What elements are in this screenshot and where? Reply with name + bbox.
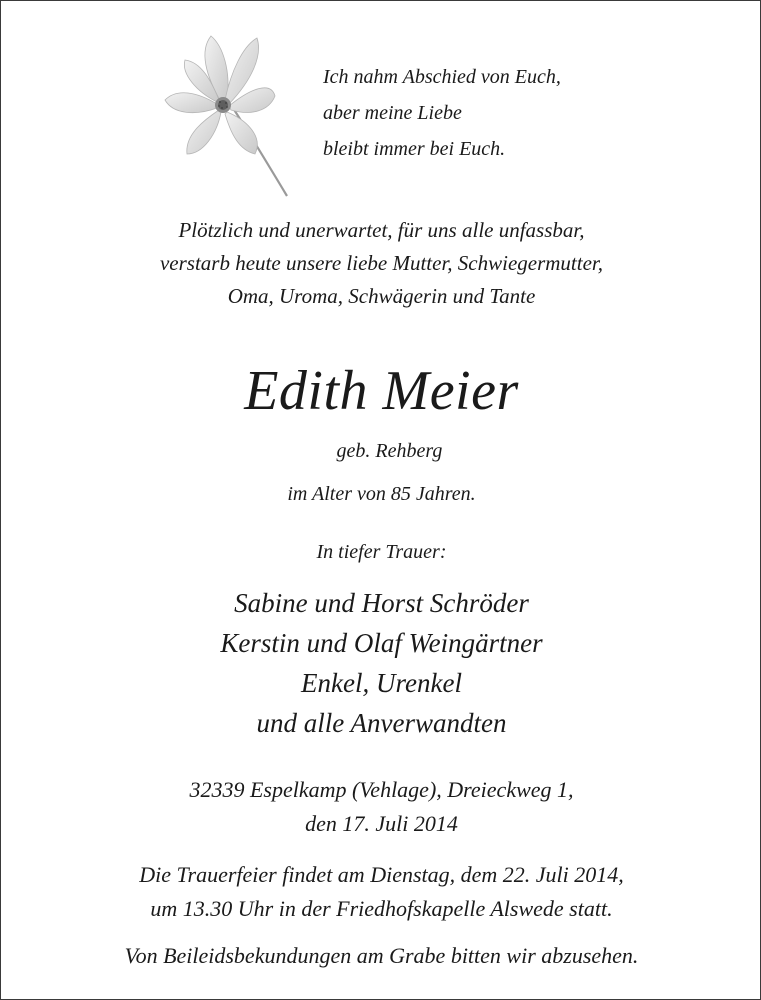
motto-verse — [323, 59, 653, 167]
mourners-list — [1, 583, 761, 743]
motto-line: aber meine Liebe — [323, 102, 462, 124]
funeral-ceremony-info — [1, 858, 761, 926]
address-and-date — [1, 773, 761, 841]
motto-line: bleibt immer bei Euch. — [323, 138, 506, 160]
birth-name: geb. Rehberg — [336, 440, 443, 462]
ceremony-line: um 13.30 Uhr in der Friedhofskapelle Alswede statt. — [150, 896, 613, 921]
condolence-note — [1, 939, 761, 973]
intro-line: Plötzlich und unerwartet, für uns alle unfassbar, — [178, 218, 585, 242]
ceremony-line: Die Trauerfeier findet am Dienstag, dem 22. Juli 2014, — [139, 862, 624, 887]
date-line: den 17. Juli 2014 — [305, 811, 458, 836]
mourner-entry: Sabine und Horst Schröder — [234, 588, 529, 618]
mourner-entry: Enkel, Urenkel — [301, 668, 462, 698]
address-line: 32339 Espelkamp (Vehlage), Dreieckweg 1, — [189, 777, 574, 802]
mourner-entry: und alle Anverwandten — [256, 708, 507, 738]
mourner-entry: Kerstin und Olaf Weingärtner — [220, 628, 543, 658]
mourning-heading: In tiefer Trauer: — [316, 541, 447, 563]
motto-line: Ich nahm Abschied von Euch, — [323, 66, 561, 88]
deceased-name: Edith Meier — [244, 360, 519, 422]
condolence-line: Von Beileidsbekundungen am Grabe bitten wir abzusehen. — [124, 943, 639, 968]
intro-text — [1, 214, 761, 313]
flower-icon — [151, 26, 301, 201]
intro-line: Oma, Uroma, Schwägerin und Tante — [227, 284, 536, 308]
age-at-death: im Alter von 85 Jahren. — [287, 483, 476, 505]
intro-line: verstarb heute unsere liebe Mutter, Schwiegermutter, — [159, 251, 604, 275]
